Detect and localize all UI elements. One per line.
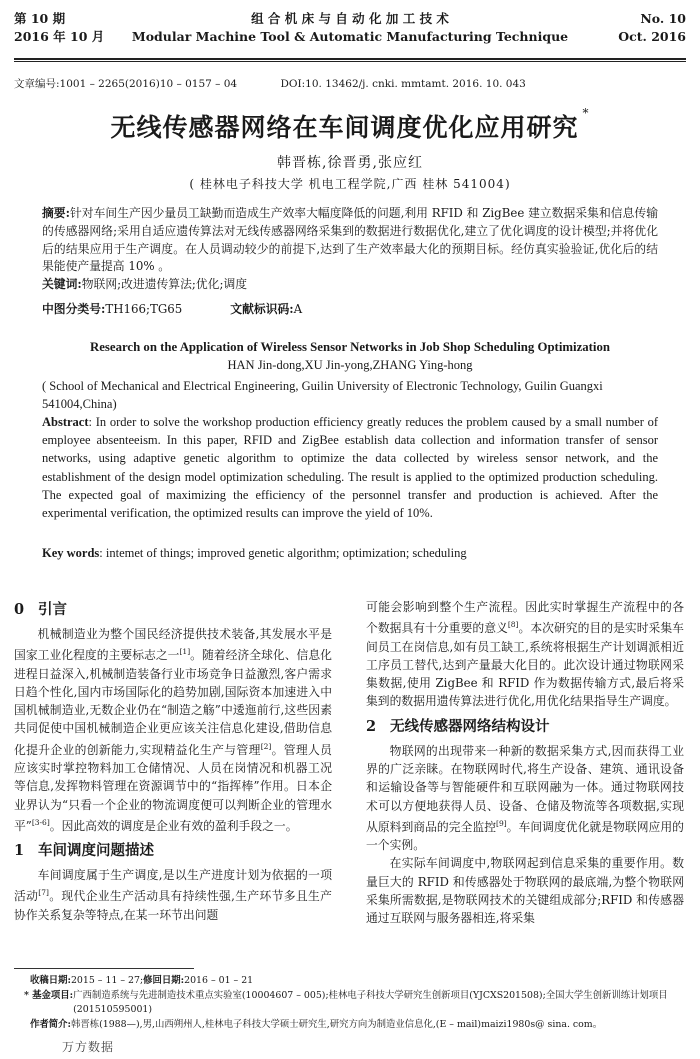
english-keywords-text: : intemet of things; improved genetic algorithm; optimization; scheduling xyxy=(99,546,467,560)
paragraph xyxy=(14,625,332,835)
journal-name-en: Modular Machine Tool & Automatic Manufacturing Technique xyxy=(131,29,569,44)
doc-code: A xyxy=(293,302,303,316)
journal-name-cn: 组 合 机 床 与 自 动 化 加 工 技 术 xyxy=(251,11,449,26)
issue-cn: 第 10 期 xyxy=(14,11,66,26)
header-rule xyxy=(14,58,686,62)
text-run: 车间调度属于生产调度,是以生产进度计划为依据的一项活动 xyxy=(14,868,332,904)
footnotes xyxy=(24,974,686,1032)
section-heading-2 xyxy=(366,717,684,737)
body-column-left xyxy=(14,596,332,924)
section-number: 1 xyxy=(14,842,25,860)
english-authors: HAN Jin-dong,XU Jin-yong,ZHANG Ying-hong xyxy=(227,358,473,372)
english-keywords xyxy=(42,546,658,561)
section-heading-1 xyxy=(14,841,332,861)
revised-label: 修回日期: xyxy=(143,975,185,986)
fund-label: * 基金项目: xyxy=(24,989,74,1001)
abstract-cn xyxy=(42,205,658,294)
section-number: 0 xyxy=(14,601,25,618)
paper-title xyxy=(0,108,700,144)
english-abstract-label: Abstract xyxy=(42,415,89,429)
citation[interactable]: [3-6] xyxy=(31,817,50,827)
section-title: 无线传感器网络结构设计 xyxy=(390,717,550,735)
doc-code-label: 文献标识码: xyxy=(230,302,294,316)
section-number: 2 xyxy=(366,717,377,735)
footnote-fund xyxy=(24,989,686,1018)
citation[interactable]: [7] xyxy=(38,888,49,898)
journal-header xyxy=(14,6,686,62)
received-label: 收稿日期: xyxy=(30,975,71,986)
title-fund-mark: * xyxy=(582,106,590,120)
text-run: 。本次研究的目的是实时采集车间员工在岗信息,如有员工缺工,系统将根据生产计划调派相近工序员工替代,达到产量最大化目的。此次设计通过物联网采集数据,使用 ZigBee 和 RFID 作为数据传输方式,最后将采集到的数据用遗传算法进行优化,用优化结果指导生产调度。 xyxy=(366,621,684,709)
paragraph xyxy=(366,598,684,711)
text-run: 机械制造业为整个国民经济提供技术装备,其发展水平是国家工业化程度的主要标志之一 xyxy=(14,627,332,663)
doi[interactable]: DOI:10. 13462/j. cnki. mmtamt. 2016. 10. 043 xyxy=(280,78,526,90)
keywords-label: 关键词: xyxy=(42,277,82,292)
title-text: 无线传感器网络在车间调度优化应用研究 xyxy=(110,113,579,142)
clc-label: 中图分类号: xyxy=(42,302,106,316)
abstract-label: 摘要: xyxy=(42,206,70,220)
issue-en: No. 10 xyxy=(640,11,686,26)
authors-cn: 韩晋栋,徐晋勇,张应红 xyxy=(277,155,423,171)
clc-code: TH166;TG65 xyxy=(105,302,183,316)
text-run: 。因此高效的调度是企业有效的盈利手段之一。 xyxy=(49,818,298,833)
paragraph: 在实际车间调度中,物联网起到信息采集的重要作用。数量巨大的 RFID 和传感器处于物联网的最底端,为整个物联网采集所需数据,是物联网技术的关键组成部分;RFID 和传感器通过互联网与服务器相连,将采集 xyxy=(366,856,684,926)
footnote-rule xyxy=(14,968,194,969)
received-date: 2015 – 11 – 27; xyxy=(70,975,144,986)
bio-label: 作者简介: xyxy=(30,1018,71,1030)
affiliation-cn: ( 桂林电子科技大学 机电工程学院,广西 桂林 541004) xyxy=(189,177,511,191)
citation[interactable]: [2] xyxy=(260,741,272,751)
article-number: 文章编号:1001 – 2265(2016)10 – 0157 – 04 xyxy=(14,78,238,90)
header-right xyxy=(618,10,686,46)
fund-text: 广西制造系统与先进制造技术重点实验室(10004607 – 005);桂林电子科技大学研究生创新项目(YJCXS201508);全国大学生创新训练计划项目(201510595001) xyxy=(73,989,668,1015)
section-title: 车间调度问题描述 xyxy=(38,842,154,860)
footnote-bio xyxy=(30,1018,686,1033)
citation[interactable]: [1] xyxy=(179,647,191,657)
text-run: 。管理人员应该实时掌控物料加工仓储情况、人员在岗情况和机器工况等信息,发挥物料管理在资源调节中的“指挥棒”作用。日本企业界认为“只看一个企业的物流调度便可以判断企业的管理水平” xyxy=(14,742,332,833)
english-affiliation: ( School of Mechanical and Electrical Engineering, Guilin University of Electronic Technology, Guilin Guangxi 541004,China) xyxy=(42,379,603,411)
classification-line xyxy=(42,300,302,317)
citation[interactable]: [8] xyxy=(507,620,519,630)
text-run: 。随着经济全球化、信息化进程日益深入,机械制造装备行业市场竞争日益激烈,客户需求日趋个性化,国内市场国际化的趋势加剧,国际资本加速进入中国机械制造业,无数企业仍在“制造之觞”中逶迤前行,这些因素共同促使中国机械制造企业更应该关注信息化建设,借助信息化提升企业的创新能力,实现精益化生产与管理 xyxy=(14,648,332,757)
database-watermark: 万方数据 xyxy=(62,1040,115,1054)
english-keywords-label: Key words xyxy=(42,546,100,560)
header-center xyxy=(14,10,686,46)
text-run: 。车间调度优化就是物联网应用的一个实例。 xyxy=(366,819,684,853)
article-info-line xyxy=(14,76,526,91)
body-column-right xyxy=(366,598,684,928)
keywords-cn: 物联网;改进遗传算法;优化;调度 xyxy=(81,277,248,292)
text-run: 。现代企业生产活动具有持续性强,生产环节多且生产协作关系复杂等特点,在某一环节出问题 xyxy=(14,889,332,922)
section-title: 引言 xyxy=(38,601,67,618)
abstract-text: 针对车间生产因少量员工缺勤而造成生产效率大幅度降低的问题,利用 RFID 和 ZigBee 建立数据采集和信息传输的传感器网络;采用自适应遗传算法对无线传感器网络采集到的数据进行数据优化,建立了优化调度的设计模型;并将优化后的结果应用于生产调度。在人员调动较少的前提下,达到了生产效率最大化的预期目标。经仿真实验验证,优化后的结果能使产量提高 10% 。 xyxy=(42,206,658,274)
bio-text: 韩晋栋(1988—),男,山西朔州人,桂林电子科技大学硕士研究生,研究方向为制造业信息化,(E – mail)maizi1980s@ sina. com。 xyxy=(70,1018,603,1030)
citation[interactable]: [9] xyxy=(496,818,507,828)
footnote-dates xyxy=(30,974,686,989)
paragraph xyxy=(14,866,332,924)
english-title: Research on the Application of Wireless Sensor Networks in Job Shop Scheduling Optimization xyxy=(90,340,610,354)
revised-date: 2016 – 01 – 21 xyxy=(184,975,254,986)
english-abstract-text: : In order to solve the workshop production efficiency greatly reduces the problem caused by a small number of employee absenteeism. In this paper, RFID and ZigBee establish data collection and information transfer of sensor networks, using adaptive genetic algorithm to optimize the data collected by wireless sensor network, and the establishment of the design model optimization scheduling. The result is applied to the optimized production scheduling. The expected goal of maximizing the efficiency of the personnel transfer and production is achieved. After the experimental verification, the optimized results can improve the yield of 10%. xyxy=(42,415,658,521)
text-run: 可能会影响到整个生产流程。因此实时掌握生产流程中的各个数据具有十分重要的意义 xyxy=(366,600,684,636)
date-en: Oct. 2016 xyxy=(618,29,686,44)
paragraph xyxy=(366,742,684,855)
english-abstract xyxy=(42,413,658,522)
date-cn: 2016 年 10 月 xyxy=(14,29,105,44)
section-heading-0 xyxy=(14,600,332,620)
text-run: 物联网的出现带来一种新的数据采集方式,因而获得工业界的广泛亲睐。在物联网时代,将生产设备、建筑、通讯设备和运输设备等与智能硬件和互联网融为一体。通过物联网技术可以方便地获得人员、设备、仓储及物流等各项数据,实现从原料到商品的完全监控 xyxy=(366,743,684,834)
